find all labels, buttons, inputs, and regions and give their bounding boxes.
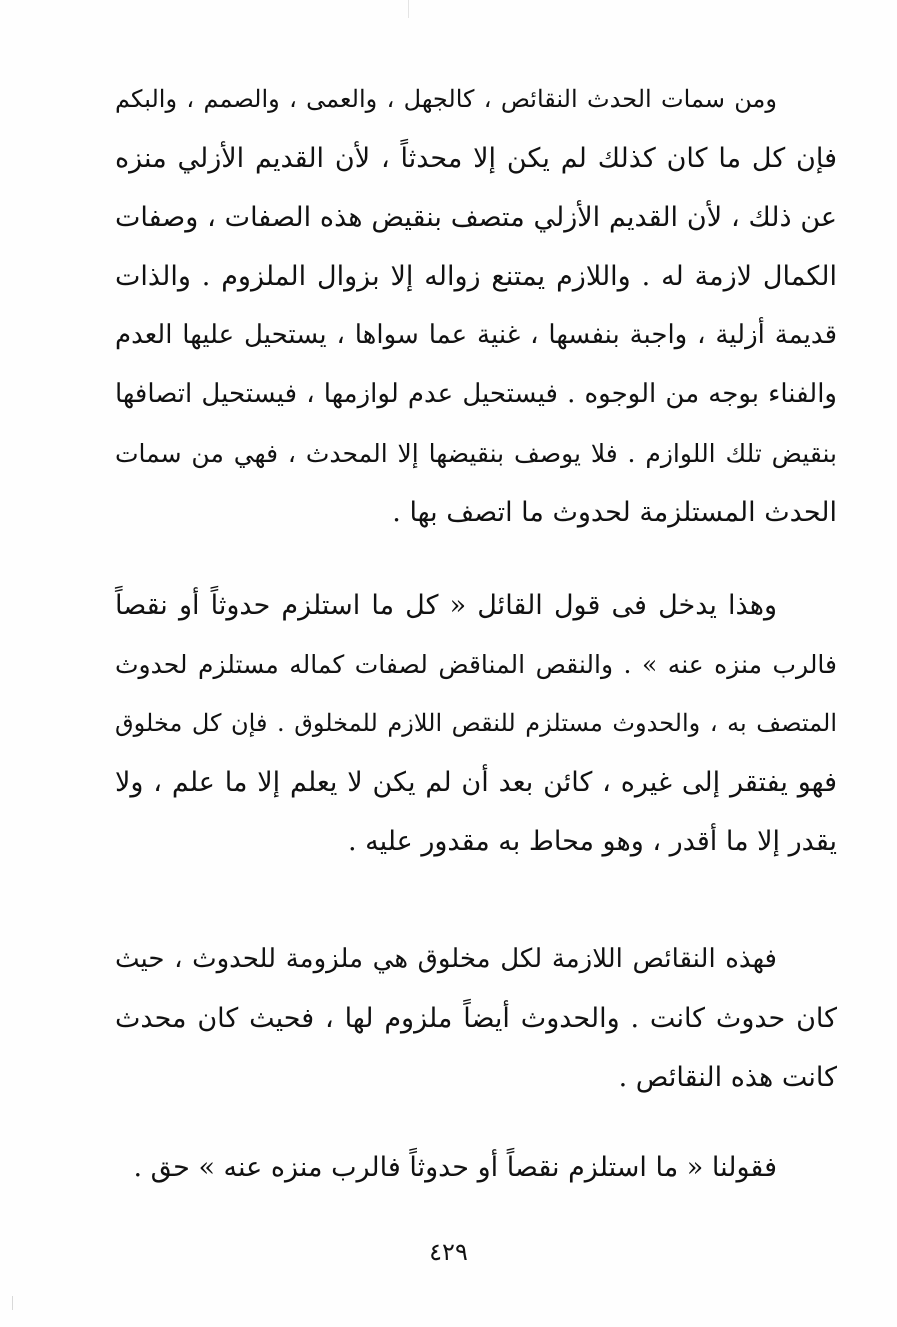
text-line: فقولنا « ما استلزم نقصاً أو حدوثاً فالرب منزه عنه » حق . — [133, 1152, 777, 1183]
text-line: يقدر إلا ما أقدر ، وهو محاط به مقدور عليه . — [347, 826, 837, 857]
text-line: الكمال لازمة له . واللازم يمتنع زواله إلا بزوال الملزوم . والذات — [115, 261, 837, 292]
text-line: والفناء بوجه من الوجوه . فيستحيل عدم لوازمها ، فيستحيل اتصافها — [115, 379, 837, 409]
text-line: الحدث المستلزمة لحدوث ما اتصف بها . — [392, 497, 837, 528]
text-line: عن ذلك ، لأن القديم الأزلي متصف بنقيض هذه الصفات ، وصفات — [115, 202, 837, 233]
text-line: قديمة أزلية ، واجبة بنفسها ، غنية عما سواها ، يستحيل عليها العدم — [115, 320, 837, 350]
scan-mark — [408, 0, 409, 18]
paragraph-2 — [115, 576, 837, 871]
text-line: المتصف به ، والحدوث مستلزم للنقص اللازم للمخلوق . فإن كل مخلوق — [115, 709, 837, 737]
paragraph-1 — [115, 70, 837, 542]
text-line: فهو يفتقر إلى غيره ، كائن بعد أن لم يكن لا يعلم إلا ما علم ، ولا — [115, 767, 837, 798]
paragraph-3 — [115, 930, 837, 1107]
scan-mark — [12, 1296, 13, 1310]
text-line: فهذه النقائص اللازمة لكل مخلوق هي ملزومة للحدوث ، حيث — [115, 944, 777, 974]
text-line: فالرب منزه عنه » . والنقص المناقض لصفات كماله مستلزم لحدوث — [115, 650, 837, 679]
text-line: فإن كل ما كان كذلك لم يكن إلا محدثاً ، لأن القديم الأزلي منزه — [115, 143, 837, 174]
text-line: بنقيض تلك اللوازم . فلا يوصف بنقيضها إلا المحدث ، فهي من سمات — [115, 439, 837, 468]
text-line: كان حدوث كانت . والحدوث أيضاً ملزوم لها ، فحيث كان محدث — [115, 1003, 837, 1034]
text-line: كانت هذه النقائص . — [618, 1062, 837, 1093]
page-number: ٤٢٩ — [429, 1238, 468, 1266]
text-line: وهذا يدخل فى قول القائل « كل ما استلزم حدوثاً أو نقصاً — [115, 590, 777, 621]
paragraph-4 — [115, 1138, 837, 1197]
text-line: ومن سمات الحدث النقائص ، كالجهل ، والعمى ، والصمم ، والبكم — [115, 85, 777, 113]
